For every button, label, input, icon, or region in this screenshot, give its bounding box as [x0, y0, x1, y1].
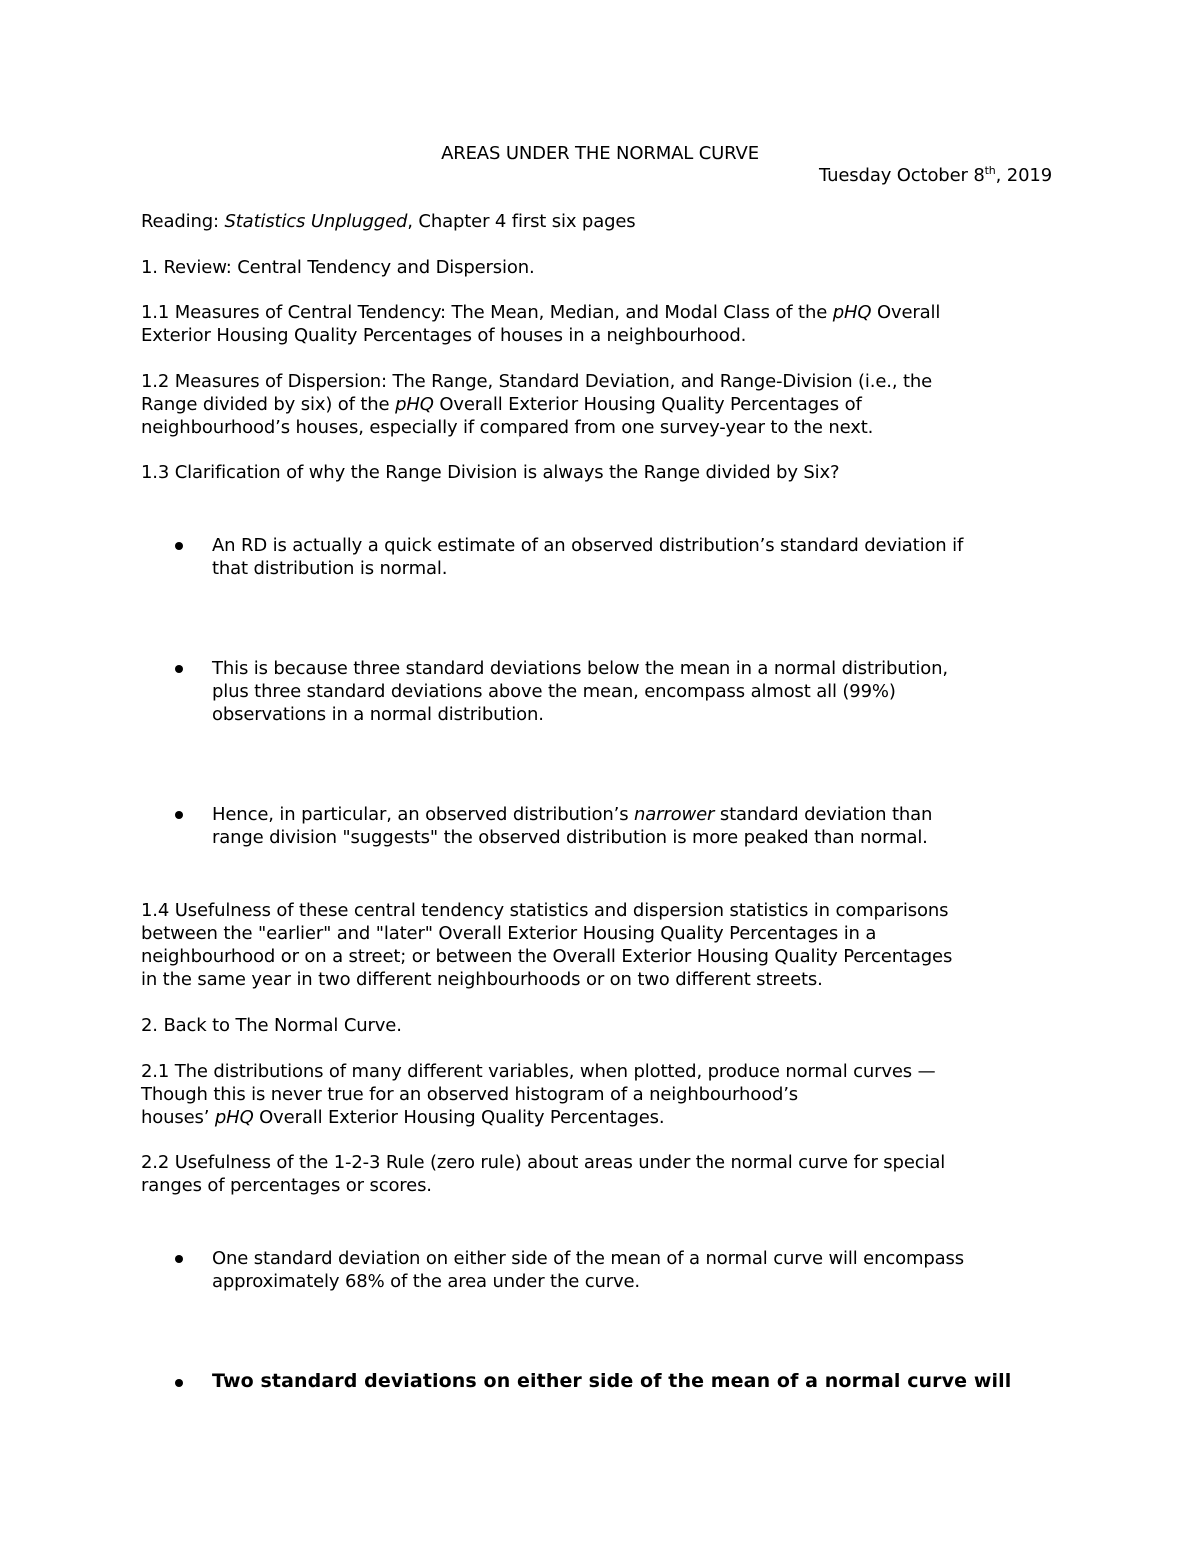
- reading-line: [141, 210, 1061, 233]
- section-2-1-line3-b: Overall Exterior Housing Quality Percentages.: [253, 1107, 665, 1128]
- section-1-1-line1-a: 1.1 Measures of Central Tendency: The Mean, Median, and Modal Class of the: [141, 302, 833, 323]
- date-prefix: Tuesday October 8: [819, 165, 985, 186]
- bullet-icon: [173, 534, 185, 557]
- reading-book-title: Statistics Unplugged: [224, 211, 408, 232]
- section-1-2-line2-a: Range divided by six) of the: [141, 394, 396, 415]
- bullet-2-line2: plus three standard deviations above the mean, encompass almost all (99%): [212, 681, 896, 702]
- section-1-1: [141, 301, 1061, 347]
- bullet-2-line3: observations in a normal distribution.: [212, 704, 544, 725]
- section-1-2: [141, 370, 1061, 439]
- list-item: [212, 1370, 1072, 1393]
- bullet-5-line1: Two standard deviations on either side of the mean of a normal curve will: [212, 1370, 1012, 1392]
- bullet-3-line1-b: standard deviation than: [714, 804, 933, 825]
- bullet-1-line2: that distribution is normal.: [212, 558, 448, 579]
- section-2-heading: [141, 1014, 1061, 1037]
- section-2-2-line1: 2.2 Usefulness of the 1-2-3 Rule (zero rule) about areas under the normal curve for special: [141, 1152, 946, 1173]
- section-1-4-line3: neighbourhood or on a street; or between the Overall Exterior Housing Quality Percentages: [141, 946, 953, 967]
- section-2-2: [141, 1151, 1061, 1197]
- section-1-2-line1: 1.2 Measures of Dispersion: The Range, Standard Deviation, and Range-Division (i.e., the: [141, 371, 933, 392]
- section-1-heading: [141, 256, 1061, 279]
- section-2-1: [141, 1060, 1061, 1129]
- section-1-3: [141, 461, 1061, 484]
- bullet-3-line2: range division "suggests" the observed distribution is more peaked than normal.: [212, 827, 928, 848]
- reading-suffix: , Chapter 4 first six pages: [407, 211, 636, 232]
- section-2-1-line3-em: pHQ: [214, 1107, 254, 1128]
- section-2-1-line2: Though this is never true for an observed histogram of a neighbourhood’s: [141, 1084, 799, 1105]
- date-superscript: th: [984, 164, 996, 177]
- bullet-4-line2: approximately 68% of the area under the curve.: [212, 1271, 640, 1292]
- bullet-icon: [173, 1247, 185, 1270]
- bullet-icon: [173, 657, 185, 680]
- bullet-icon: [173, 803, 185, 826]
- list-item: [212, 534, 1072, 580]
- section-1-4-line2: between the "earlier" and "later" Overall Exterior Housing Quality Percentages in a: [141, 923, 877, 944]
- section-1-4-line1: 1.4 Usefulness of these central tendency statistics and dispersion statistics in comparisons: [141, 900, 949, 921]
- document-title: AREAS UNDER THE NORMAL CURVE: [441, 143, 759, 164]
- section-1-1-line1-b: Overall: [871, 302, 941, 323]
- reading-prefix: Reading:: [141, 211, 225, 232]
- list-item: [212, 657, 1072, 726]
- section-1-text: 1. Review: Central Tendency and Dispersion.: [141, 257, 535, 278]
- section-1-2-line3: neighbourhood’s houses, especially if compared from one survey-year to the next.: [141, 417, 874, 438]
- bullet-3-line1-em: narrower: [634, 804, 715, 825]
- bullet-icon: [173, 1371, 185, 1394]
- bullet-4-line1: One standard deviation on either side of the mean of a normal curve will encompass: [212, 1248, 964, 1269]
- section-2-1-line1: 2.1 The distributions of many different variables, when plotted, produce normal curves —: [141, 1061, 936, 1082]
- section-1-3-text: 1.3 Clarification of why the Range Division is always the Range divided by Six?: [141, 462, 840, 483]
- document-date: [819, 164, 1052, 187]
- section-1-2-line2-b: Overall Exterior Housing Quality Percentages of: [433, 394, 862, 415]
- section-1-1-line1-em: pHQ: [832, 302, 872, 323]
- section-1-1-line2: Exterior Housing Quality Percentages of houses in a neighbourhood.: [141, 325, 747, 346]
- list-item: [212, 803, 1072, 849]
- section-1-4-line4: in the same year in two different neighbourhoods or on two different streets.: [141, 969, 823, 990]
- bullet-1-line1: An RD is actually a quick estimate of an observed distribution’s standard deviation if: [212, 535, 964, 556]
- bullet-3-line1-a: Hence, in particular, an observed distribution’s: [212, 804, 635, 825]
- section-2-text: 2. Back to The Normal Curve.: [141, 1015, 402, 1036]
- section-1-4: [141, 899, 1061, 991]
- bullet-2-line1: This is because three standard deviations below the mean in a normal distribution,: [212, 658, 948, 679]
- section-2-2-line2: ranges of percentages or scores.: [141, 1175, 432, 1196]
- section-2-1-line3-a: houses’: [141, 1107, 215, 1128]
- section-1-2-line2-em: pHQ: [395, 394, 434, 415]
- list-item: [212, 1247, 1072, 1293]
- date-suffix: , 2019: [995, 165, 1052, 186]
